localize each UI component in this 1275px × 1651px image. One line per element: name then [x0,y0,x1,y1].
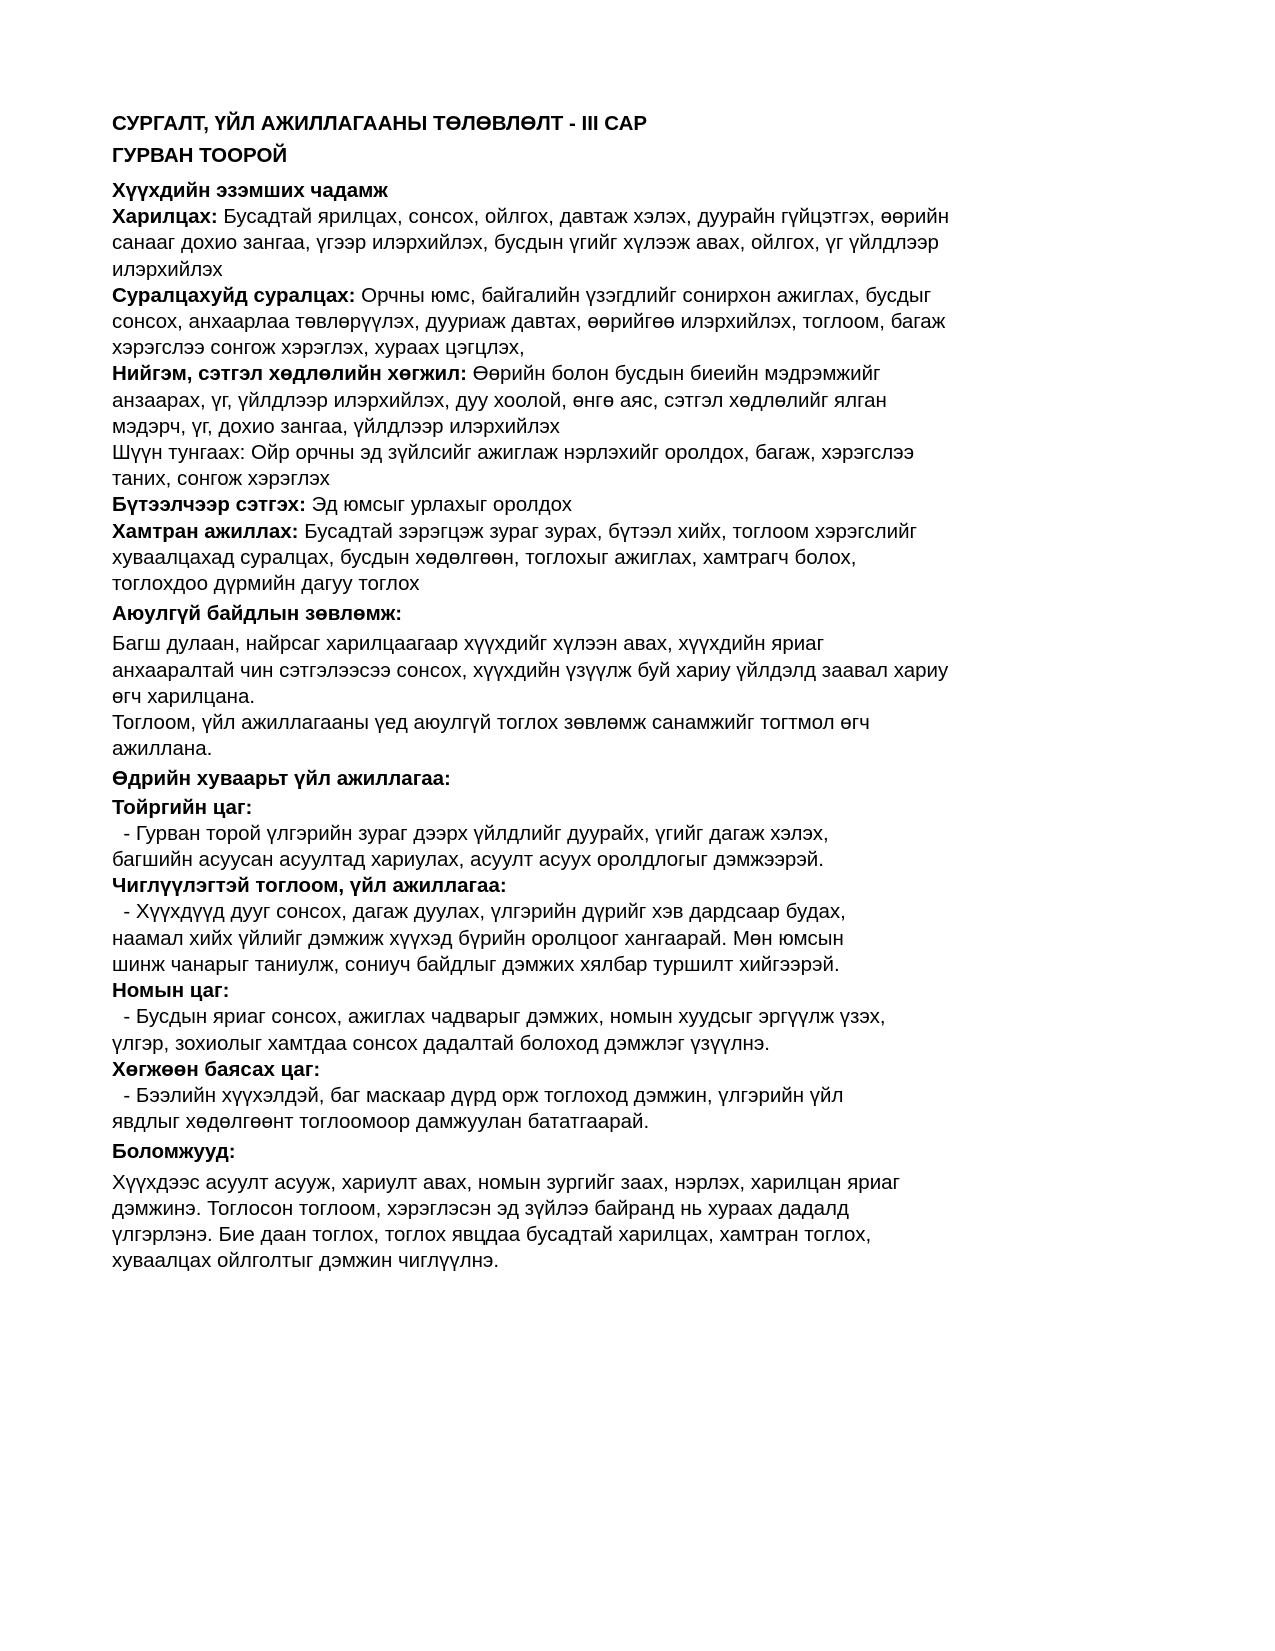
text-line: хуваалцах ойлголтыг дэмжин чиглүүлнэ. [112,1249,500,1273]
competency-social-emotional [112,361,1072,440]
text-line: ажиллана. [112,737,213,761]
competency-label: Бүтээлчээр сэтгэх: [112,493,306,517]
text-line: - Хүүхдүүд дууг сонсох, дагаж дуулах, үлгэрийн дүрийг хэв дардсаар будах, [112,900,846,924]
text-line: шинж чанарыг таниулж, сониуч байдлыг дэмжих хялбар туршилт хийгээрэй. [112,952,840,976]
text-line: анхааралтай чин сэтгэлээсээ сонсох, хүүхдийн үзүүлж буй хариу үйлдэлд заавал хариу [112,658,949,682]
competency-text: Бусадтай ярилцах, сонсох, ойлгох, давтаж хэлэх, дуурайн гүйцэтгэх, өөрийн [217,205,950,229]
competency-text: Өөрийн болон бусдын биеийн мэдрэмжийг [466,362,881,386]
text-line: - Бээлийн хүүхэлдэй, баг маскаар дүрд орж тоглоход дэмжин, үлгэрийн үйл [112,1083,844,1107]
opportunities-section [112,1139,1072,1274]
competency-text: тоглохдоо дүрмийн дагуу тоглох [112,572,420,596]
text-line: - Бусдын яриаг сонсох, ажиглах чадварыг дэмжих, номын хуудсыг эргүүлж үзэх, [112,1005,886,1029]
text-line: багшийн асуусан асуултад хариулах, асуулт асуух оролдлогыг дэмжээрэй. [112,848,824,872]
competency-text: хуваалцахад суралцах, бусдын хөдөлгөөн, тоглохыг ажиглах, хамтрагч болох, [112,545,857,569]
text-line: үлгэр, зохиолыг хамтдаа сонсох дадалтай болоход дэмжлэг үзүүлнэ. [112,1031,771,1055]
document-page [112,108,1072,1274]
competency-text: хэрэгслээ сонгож хэрэглэх, хураах цэгцлэх, [112,336,525,360]
schedule-section [112,766,1072,1135]
opportunities-text [112,1170,1072,1275]
competency-creative [112,492,1072,518]
competency-text: Шүүн тунгаах: Ойр орчны эд зүйлсийг ажиглаж нэрлэхийг оролдох, багаж, хэрэгслээ [112,441,915,465]
schedule-block-text [112,1083,1072,1135]
text-line: Багш дулаан, найрсаг харилцаагаар хүүхдийг хүлээн авах, хүүхдийн яриаг [112,632,825,656]
schedule-heading: Өдрийн хуваарьт үйл ажиллагаа: [112,767,451,791]
opportunities-heading: Боломжууд: [112,1140,236,1164]
safety-heading: Аюулгүй байдлын зөвлөмж: [112,602,403,626]
document-subtitle: ГУРВАН ТООРОЙ [112,144,288,167]
text-line: явдлыг хөдөлгөөнт тоглоомоор дамжуулан бататгаарай. [112,1110,650,1134]
text-line: үлгэрлэнэ. Бие даан тоглох, тоглох явцдаа бусадтай харилцах, хамтран тоглох, [112,1222,872,1246]
competency-text: илэрхийлэх [112,257,223,281]
safety-text [112,631,1072,762]
competency-text: Орчны юмс, байгалийн үзэгдлийг сонирхон ажиглах, бусдыг [355,283,932,307]
competency-label: Харилцах: [112,205,218,229]
competency-text: таних, сонгож хэрэглэх [112,467,330,491]
competency-reasoning [112,440,1072,492]
text-line: Тоглоом, үйл ажиллагааны үед аюулгүй тоглох зөвлөмж санамжийг тогтмол өгч [112,711,870,735]
competency-text: Эд юмсыг урлахыг оролдох [305,493,573,517]
safety-section [112,601,1072,762]
schedule-block-text [112,1004,1072,1056]
competency-label: Суралцахуйд суралцах: [112,283,356,307]
competencies-heading: Хүүхдийн эзэмших чадамж [112,179,388,202]
text-line: - Гурван торой үлгэрийн зураг дээрх үйлдлийг дуурайх, үгийг дагаж хэлэх, [112,821,829,845]
schedule-block-text [112,899,1072,978]
competency-text: санааг дохио зангаа, үгээр илэрхийлэх, бусдын үгийг хүлээж авах, ойлгох, үг үйлдлээр [112,231,939,255]
competency-text: анзаарах, үг, үйлдлээр илэрхийлэх, дуу хоолой, өнгө аяс, сэтгэл хөдлөлийг ялган [112,388,887,412]
document-title: СУРГАЛТ, ҮЙЛ АЖИЛЛАГААНЫ ТӨЛӨВЛӨЛТ - III САР [112,112,648,135]
competency-label: Нийгэм, сэтгэл хөдлөлийн хөгжил: [112,362,467,386]
competency-label: Хамтран ажиллах: [112,519,299,543]
schedule-block-title: Чиглүүлэгтэй тоглоом, үйл ажиллагаа: [112,874,507,898]
schedule-block-title: Номын цаг: [112,979,230,1003]
text-line: Хүүхдээс асуулт асууж, хариулт авах, номын зургийг заах, нэрлэх, харилцан яриаг [112,1170,901,1194]
competencies-section [112,178,1072,597]
schedule-block-title: Тойргийн цаг: [112,795,253,819]
text-line: өгч харилцана. [112,684,256,708]
competency-learning [112,283,1072,362]
competency-text: сонсох, анхаарлаа төвлөрүүлэх, дууриаж давтах, өөрийгөө илэрхийлэх, тоглоом, багаж [112,310,946,334]
text-line: наамал хийх үйлийг дэмжиж хүүхэд бүрийн оролцоог хангаарай. Мөн юмсын [112,926,844,950]
competency-communication [112,204,1072,283]
text-line: дэмжинэ. Тоглосон тоглоом, хэрэглэсэн эд зүйлээ байранд нь хураах дадалд [112,1196,849,1220]
competency-collaboration [112,519,1072,598]
schedule-block-title: Хөгжөөн баясах цаг: [112,1057,321,1081]
competency-text: мэдэрч, үг, дохио зангаа, үйлдлээр илэрхийлэх [112,414,560,438]
schedule-block-text [112,821,1072,873]
competency-text: Бусадтай зэрэгцэж зураг зурах, бүтээл хийх, тоглоом хэрэгслийг [298,519,918,543]
